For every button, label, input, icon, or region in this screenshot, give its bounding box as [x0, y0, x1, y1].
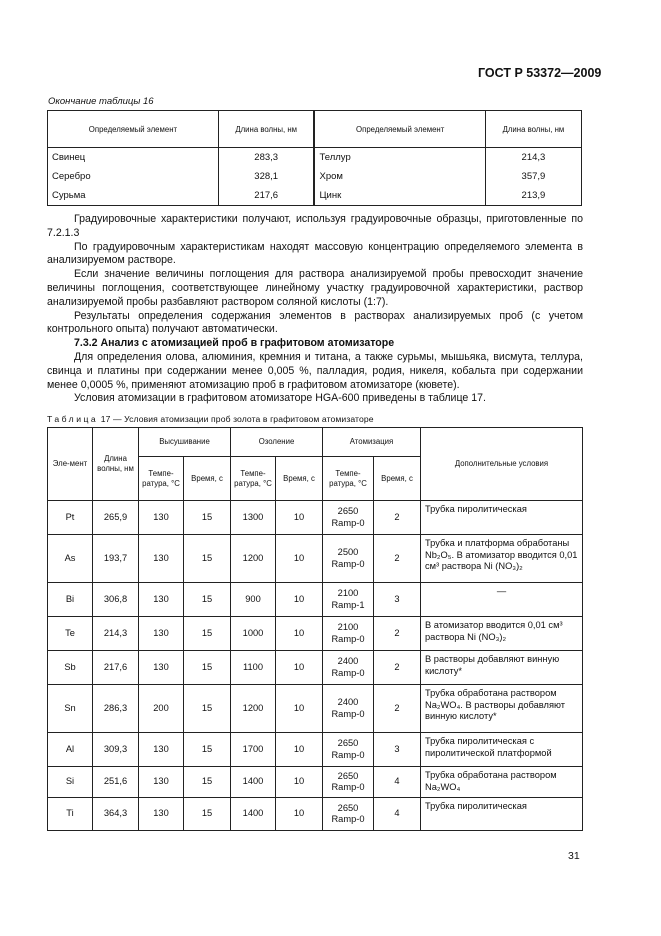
table-row	[48, 733, 583, 767]
table-row	[48, 501, 583, 535]
table-row	[48, 535, 583, 583]
table-cell-el: Bi	[48, 583, 93, 617]
table-row	[48, 767, 583, 798]
table-cell-cond: Трубка пиролитическая	[421, 501, 583, 535]
table-cell-at: 1200	[231, 535, 276, 583]
header-ashing-time: Время, с	[276, 457, 323, 501]
table-cell-dt: 130	[139, 651, 184, 685]
table-cell: Цинк	[314, 186, 485, 206]
table-cell-ztemp: 2650 Ramp-0	[323, 733, 374, 767]
table-cell-dt: 130	[139, 501, 184, 535]
table-cell-ztime: 3	[374, 583, 421, 617]
header-element: Эле-мент	[48, 428, 93, 501]
table-16-header-element-2: Определяемый элемент	[314, 111, 485, 148]
table-cell-el: As	[48, 535, 93, 583]
table-cell-wl: 309,3	[93, 733, 139, 767]
table-cell: 217,6	[218, 186, 314, 206]
table-cell-dtime: 15	[184, 798, 231, 831]
header-atomization: Атомизация	[323, 428, 421, 457]
table-cell-ztime: 3	[374, 733, 421, 767]
table-cell-ztime: 2	[374, 617, 421, 651]
table-cell-ztime: 2	[374, 651, 421, 685]
table-cell-dtime: 15	[184, 767, 231, 798]
table-17-body	[48, 501, 583, 831]
table-cell-dt: 130	[139, 583, 184, 617]
table-cell: 214,3	[485, 148, 581, 168]
table-cell: Сурьма	[48, 186, 219, 206]
table-cell-ztemp: 2400 Ramp-0	[323, 685, 374, 733]
table-cell-dtime: 15	[184, 583, 231, 617]
table-cell-cond: В атомизатор вводится 0,01 см³ раствора Ni (NO₃)₂	[421, 617, 583, 651]
table-cell-atime: 10	[276, 685, 323, 733]
table-cell: Свинец	[48, 148, 219, 168]
header-wavelength: Длина волны, нм	[93, 428, 139, 501]
table-cell: Теллур	[314, 148, 485, 168]
table-cell-cond: Трубка пиролитическая	[421, 798, 583, 831]
table-row	[48, 148, 582, 168]
table-cell-wl: 217,6	[93, 651, 139, 685]
paragraph-calibration: Градуировочные характеристики получают, используя градуировочные образцы, приготовленные по 7.2.1.3	[47, 213, 583, 239]
table-cell-atime: 10	[276, 651, 323, 685]
table-cell-dt: 130	[139, 798, 184, 831]
header-drying: Высушивание	[139, 428, 231, 457]
body-text	[47, 213, 583, 406]
table-cell-dt: 200	[139, 685, 184, 733]
table-cell-dtime: 15	[184, 685, 231, 733]
table-cell-dt: 130	[139, 535, 184, 583]
table-cell-ztemp: 2100 Ramp-0	[323, 617, 374, 651]
table-cell-at: 1400	[231, 767, 276, 798]
table-17-caption-word: Таблица	[47, 414, 99, 424]
table-cell-atime: 10	[276, 535, 323, 583]
table-16	[47, 110, 582, 206]
table-cell-cond: —	[421, 583, 583, 617]
table-17-header-row-1	[48, 428, 583, 457]
table-cell-wl: 193,7	[93, 535, 139, 583]
table-cell-wl: 214,3	[93, 617, 139, 651]
paragraph-hga600: Условия атомизации в графитовом атомизаторе HGA-600 приведены в таблице 17.	[74, 392, 486, 405]
table-17	[47, 427, 583, 831]
table-cell-ztemp: 2650 Ramp-0	[323, 767, 374, 798]
table-cell-wl: 364,3	[93, 798, 139, 831]
table-cell-ztime: 2	[374, 535, 421, 583]
table-cell-ztemp: 2100 Ramp-1	[323, 583, 374, 617]
header-ashing: Озоление	[231, 428, 323, 457]
table-cell-ztime: 4	[374, 798, 421, 831]
table-cell-atime: 10	[276, 501, 323, 535]
table-cell-el: Sn	[48, 685, 93, 733]
table-cell-el: Al	[48, 733, 93, 767]
table-cell-dt: 130	[139, 767, 184, 798]
table-cell-ztime: 2	[374, 501, 421, 535]
paragraph-concentration: По градуировочным характеристикам находят массовую концентрацию определяемого элемента в анализируемом растворе.	[47, 240, 583, 267]
table-cell-cond: В растворы добавляют винную кислоту*	[421, 651, 583, 685]
header-ashing-temp: Темпе-ратура, °С	[231, 457, 276, 501]
table-cell-ztemp: 2650 Ramp-0	[323, 798, 374, 831]
table-cell: 328,1	[218, 167, 314, 186]
table-cell-at: 1200	[231, 685, 276, 733]
table-cell: 283,3	[218, 148, 314, 168]
table-cell-atime: 10	[276, 733, 323, 767]
table-16-header-wavelength-2: Длина волны, нм	[485, 111, 581, 148]
table-cell-dtime: 15	[184, 733, 231, 767]
table-cell-cond: Трубка обработана раствором Na₂WO₄	[421, 767, 583, 798]
table-cell-atime: 10	[276, 583, 323, 617]
table-cell-ztemp: 2500 Ramp-0	[323, 535, 374, 583]
table-cell-el: Pt	[48, 501, 93, 535]
table-cell-at: 1000	[231, 617, 276, 651]
table-cell-dtime: 15	[184, 535, 231, 583]
table-cell: Серебро	[48, 167, 219, 186]
table-17-caption	[47, 414, 374, 424]
table-cell-ztemp: 2650 Ramp-0	[323, 501, 374, 535]
table-cell-at: 900	[231, 583, 276, 617]
table-cell-wl: 251,6	[93, 767, 139, 798]
table-16-caption: Окончание таблицы 16	[48, 96, 154, 107]
table-cell-atime: 10	[276, 767, 323, 798]
table-cell-cond: Трубка обработана раствором Na₂WO₄. В растворы добавляют винную кислоту*	[421, 685, 583, 733]
table-cell-ztime: 2	[374, 685, 421, 733]
table-17-caption-title: 17 — Условия атомизации проб золота в графитовом атомизаторе	[100, 414, 374, 424]
header-drying-temp: Темпе-ратура, °С	[139, 457, 184, 501]
table-cell-el: Si	[48, 767, 93, 798]
table-cell-dt: 130	[139, 617, 184, 651]
table-row	[48, 186, 582, 206]
table-row	[48, 617, 583, 651]
table-cell-wl: 306,8	[93, 583, 139, 617]
table-cell-el: Te	[48, 617, 93, 651]
table-cell-dtime: 15	[184, 617, 231, 651]
table-row	[48, 167, 582, 186]
table-cell-cond: Трубка пиролитическая с пиролитической платформой	[421, 733, 583, 767]
header-atom-time: Время, с	[374, 457, 421, 501]
table-16-header-wavelength: Длина волны, нм	[218, 111, 314, 148]
table-row	[48, 798, 583, 831]
page-number: 31	[568, 850, 580, 862]
table-cell-atime: 10	[276, 617, 323, 651]
table-row	[48, 583, 583, 617]
paragraph-graphite-scope: Для определения олова, алюминия, кремния и титана, а также сурьмы, мышьяка, висмута, теллура, свинца и платины при содержании менее 0,005 %, палладия, родия, никеля, кобальта при содержании менее 0,0005 %, применяют атомизацию проб в графитовом атомизаторе (кювете).	[47, 350, 583, 391]
table-row	[48, 685, 583, 733]
document-standard-number: ГОСТ Р 53372—2009	[478, 66, 602, 80]
table-cell-wl: 265,9	[93, 501, 139, 535]
table-cell-dtime: 15	[184, 651, 231, 685]
section-heading-7-3-2: 7.3.2 Анализ с атомизацией проб в графитовом атомизаторе	[74, 337, 395, 350]
paragraph-results: Результаты определения содержания элементов в растворах анализируемых проб (с учетом контрольного опыта) получают автоматически.	[47, 309, 583, 336]
header-atom-temp: Темпе-ратура, °С	[323, 457, 374, 501]
table-cell-at: 1300	[231, 501, 276, 535]
header-extra-conditions: Дополнительные условия	[421, 428, 583, 501]
table-cell-dtime: 15	[184, 501, 231, 535]
header-drying-time: Время, с	[184, 457, 231, 501]
table-cell: 357,9	[485, 167, 581, 186]
table-cell-at: 1100	[231, 651, 276, 685]
table-row	[48, 651, 583, 685]
table-cell-el: Sb	[48, 651, 93, 685]
table-cell-dt: 130	[139, 733, 184, 767]
table-16-header-row	[48, 111, 582, 148]
table-cell: 213,9	[485, 186, 581, 206]
table-cell-at: 1700	[231, 733, 276, 767]
table-cell-ztime: 4	[374, 767, 421, 798]
table-cell-at: 1400	[231, 798, 276, 831]
table-cell-wl: 286,3	[93, 685, 139, 733]
table-cell-el: Ti	[48, 798, 93, 831]
table-cell: Хром	[314, 167, 485, 186]
paragraph-dilution: Если значение величины поглощения для раствора анализируемой пробы превосходит значение величины поглощения, соответствующее линейному участку градуировочной характеристики, раствор анализируемой пробы разбавляют раствором соляной кислоты (1:7).	[47, 268, 583, 308]
table-cell-atime: 10	[276, 798, 323, 831]
table-cell-cond: Трубка и платформа обработаны Nb₂O₅. В атомизатор вводится 0,01 см³ раствора Ni (NO₃)₂	[421, 535, 583, 583]
table-16-header-element: Определяемый элемент	[48, 111, 219, 148]
table-cell-ztemp: 2400 Ramp-0	[323, 651, 374, 685]
